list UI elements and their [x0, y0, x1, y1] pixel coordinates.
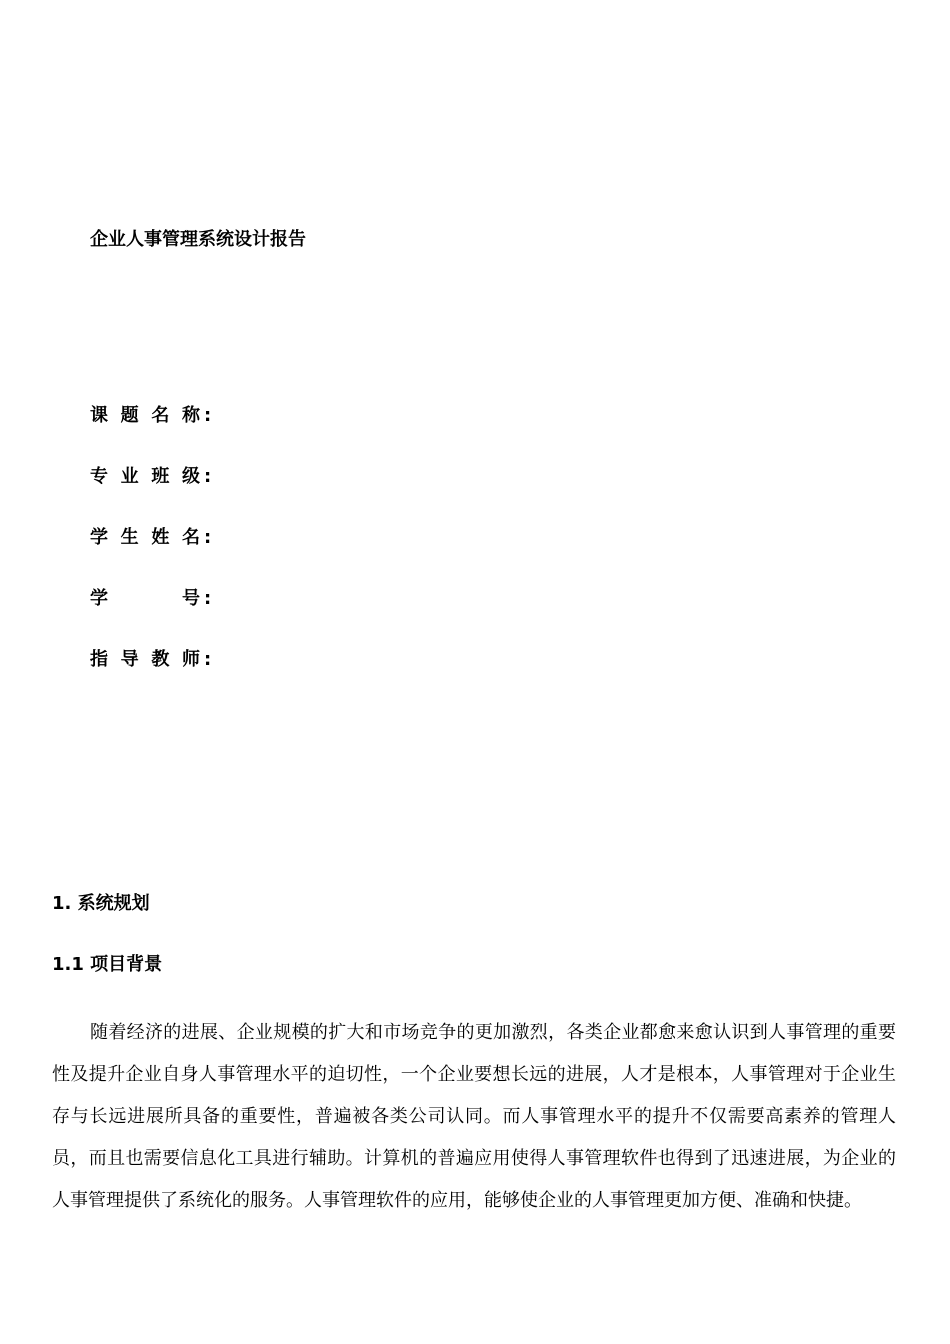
field-student-name: [90, 525, 419, 551]
field-colon: :: [204, 527, 212, 548]
field-label: 指导教师: [90, 649, 200, 670]
document-title: 企业人事管理系统设计报告: [90, 229, 306, 250]
field-label: 专业班级: [90, 466, 200, 487]
field-label: 课题名称: [90, 405, 200, 426]
field-class: [90, 464, 419, 490]
section-heading: 1. 系统规划: [52, 893, 150, 914]
field-topic: [90, 403, 419, 429]
field-colon: :: [204, 649, 212, 670]
field-colon: :: [204, 588, 212, 609]
field-label: 学生姓名: [90, 527, 200, 548]
subsection-heading: 1.1 项目背景: [52, 954, 163, 975]
body-paragraph: 随着经济的进展、企业规模的扩大和市场竞争的更加激烈，各类企业都愈来愈认识到人事管理的重要性及提升企业自身人事管理水平的迫切性，一个企业要想长远的进展，人才是根本，人事管理对于企业生存与长远进展所具备的重要性，普遍被各类公司认同。而人事管理水平的提升不仅需要高素养的管理人员，而且也需要信息化工具进行辅助。计算机的普遍应用使得人事管理软件也得到了迅速进展，为企业的人事管理提供了系统化的服务。人事管理软件的应用，能够使企业的人事管理更加方便、准确和快捷。: [52, 1022, 896, 1211]
field-student-id: [90, 586, 419, 612]
field-colon: :: [204, 466, 212, 487]
field-colon: :: [204, 405, 212, 426]
field-label: 学号: [90, 588, 200, 609]
field-advisor: [90, 647, 419, 673]
